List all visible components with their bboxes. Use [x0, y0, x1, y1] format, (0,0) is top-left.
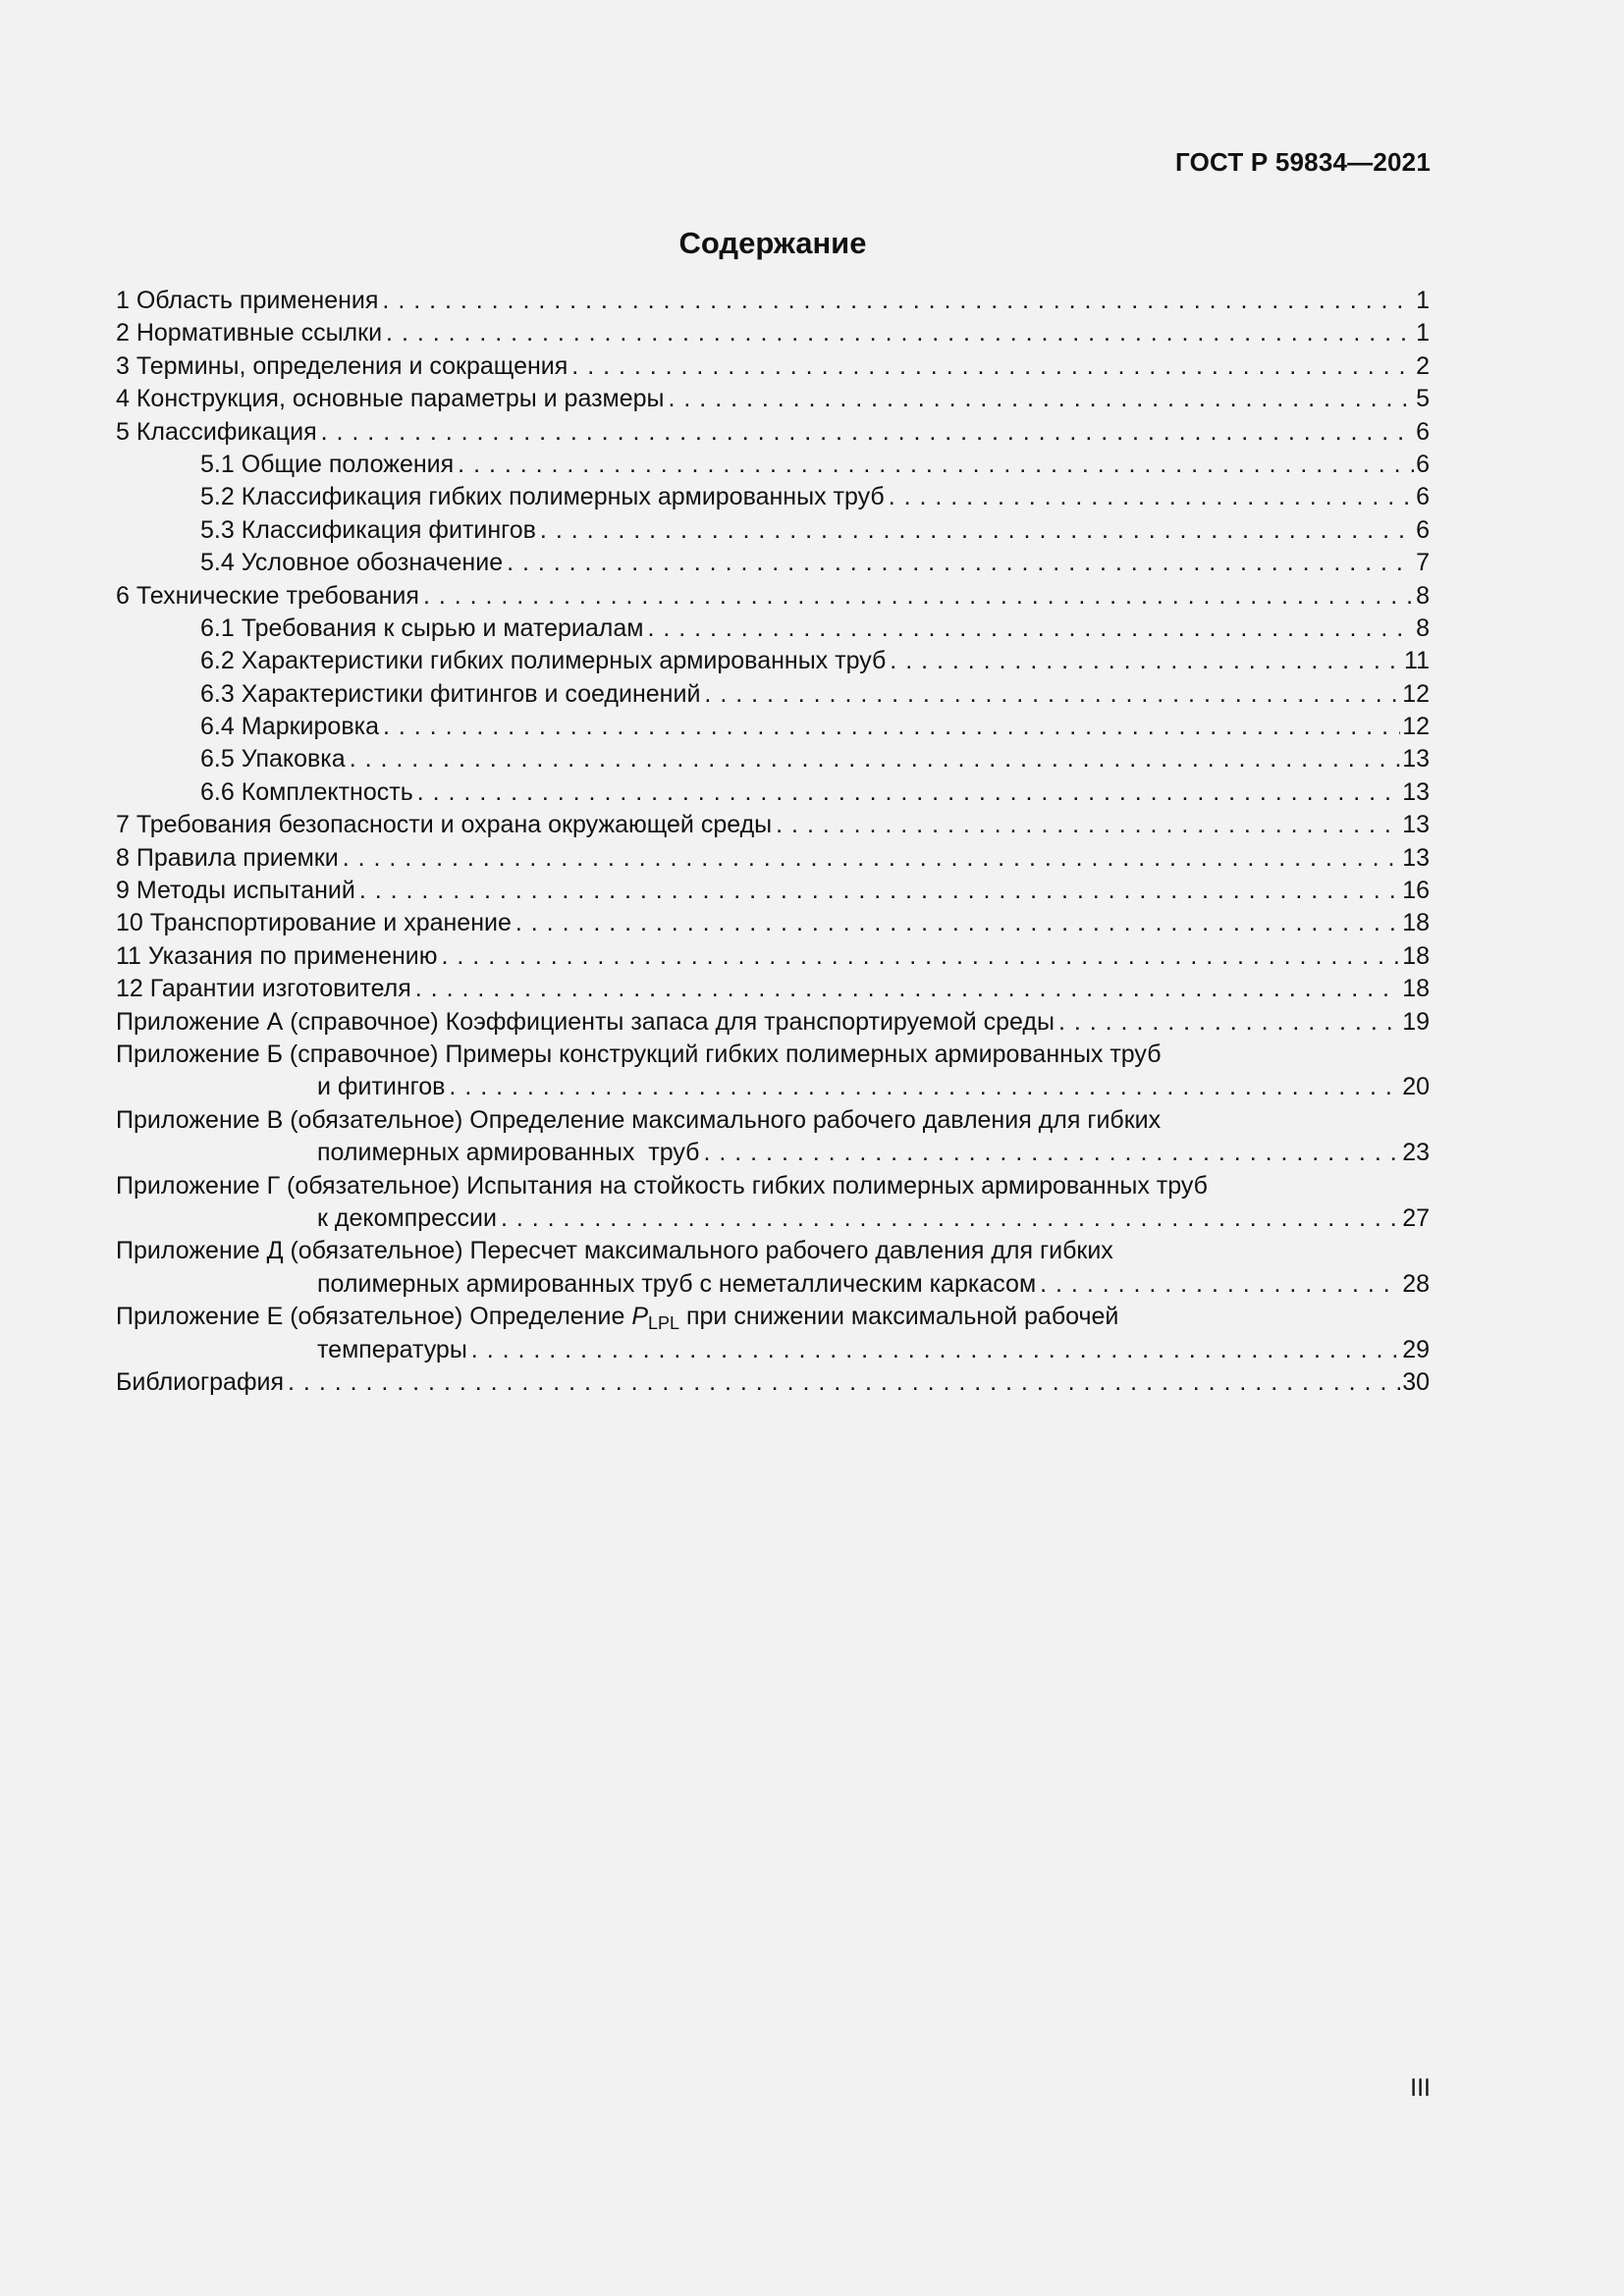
toc-subentry[interactable] [116, 678, 1430, 711]
toc-page-number: 13 [1402, 811, 1430, 839]
toc-entry-label: 5.3 Классификация фитингов [200, 515, 536, 544]
toc-subentry[interactable] [116, 711, 1430, 743]
toc-page-number: 7 [1416, 549, 1430, 577]
toc-entry-continuation[interactable] [116, 1268, 1430, 1301]
toc-entry-label: 6.4 Маркировка [200, 713, 379, 741]
toc-entry-label: 8 Правила приемки [116, 843, 339, 872]
toc-page-number: 23 [1402, 1139, 1430, 1167]
toc-page-number: 13 [1402, 745, 1430, 774]
toc-subentry[interactable] [116, 514, 1430, 547]
page-number: III [1410, 2074, 1431, 2102]
toc-page-number: 27 [1402, 1203, 1430, 1232]
toc-leader [442, 940, 1401, 973]
toc-page-number: 30 [1402, 1367, 1430, 1396]
toc-page-number: 8 [1416, 581, 1430, 610]
toc-entry-label: 10 Транспортирование и хранение [116, 909, 512, 937]
toc-entry-label: 5.1 Общие положения [200, 450, 455, 478]
toc-leader [458, 449, 1414, 481]
toc-entry[interactable] [116, 285, 1430, 317]
toc-entry-continuation[interactable] [116, 1137, 1430, 1169]
document-code: ГОСТ Р 59834—2021 [1175, 147, 1431, 177]
toc-page-number: 13 [1402, 777, 1430, 806]
toc-leader [507, 547, 1414, 579]
toc-leader [1040, 1268, 1400, 1301]
toc-entry-label: Библиография [116, 1367, 285, 1396]
toc-entry-label: 12 Гарантии изготовителя [116, 975, 411, 1003]
toc-subentry[interactable] [116, 547, 1430, 579]
toc-subentry[interactable] [116, 645, 1430, 677]
toc-entry-label: 6.1 Требования к сырью и материалам [200, 614, 644, 642]
toc-page-number: 1 [1416, 287, 1430, 314]
toc-page-number: 20 [1402, 1073, 1430, 1101]
toc-page-number: 18 [1402, 975, 1430, 1003]
toc-leader [288, 1366, 1400, 1399]
toc-page-number: 13 [1402, 843, 1430, 872]
toc-appendix-entry[interactable] [116, 1006, 1430, 1039]
toc-leader [1058, 1006, 1400, 1039]
toc-page-number: 6 [1416, 515, 1430, 544]
toc-page-number: 12 [1402, 713, 1430, 741]
toc-entry-label: 11 Указания по применению [116, 941, 438, 970]
toc-leader [776, 809, 1400, 841]
toc-leader [350, 743, 1400, 775]
toc-leader [669, 383, 1415, 415]
toc-page-number: 18 [1402, 941, 1430, 970]
toc-leader [501, 1202, 1400, 1235]
toc-page-number: 11 [1404, 647, 1430, 675]
toc-entry-label: полимерных армированных труб с неметаллическим каркасом [317, 1269, 1037, 1298]
toc-appendix-entry[interactable] [116, 1104, 1430, 1137]
toc-page-number: 29 [1402, 1335, 1430, 1363]
toc-leader [382, 285, 1414, 317]
toc-page-number: 12 [1402, 679, 1430, 708]
toc-entry[interactable] [116, 416, 1430, 449]
table-of-contents [116, 285, 1430, 1399]
toc-page-number: 16 [1402, 877, 1430, 905]
toc-appendix-entry[interactable] [116, 1039, 1430, 1071]
toc-entry-label: 5 Классификация [116, 417, 317, 446]
toc-entry-label: 5.4 Условное обозначение [200, 549, 504, 577]
toc-entry[interactable] [116, 1366, 1430, 1399]
toc-page-number: 1 [1416, 319, 1430, 347]
toc-entry-label: и фитингов [317, 1073, 446, 1101]
toc-leader [359, 875, 1400, 907]
toc-leader [515, 907, 1400, 939]
toc-entry-label: 7 Требования безопасности и охрана окружающей среды [116, 811, 773, 839]
toc-entry[interactable] [116, 875, 1430, 907]
toc-page-number: 6 [1416, 417, 1430, 446]
toc-subentry[interactable] [116, 449, 1430, 481]
toc-entry-label: полимерных армированных труб [317, 1139, 700, 1167]
toc-page-number: 5 [1416, 385, 1430, 413]
toc-page-number: 19 [1402, 1007, 1430, 1036]
toc-entry-label: 5.2 Классификация гибких полимерных армированных труб [200, 483, 885, 511]
pressure-subscript: LPL [648, 1313, 680, 1334]
toc-leader [449, 1071, 1400, 1103]
toc-entry-label: 9 Методы испытаний [116, 877, 355, 905]
toc-leader [890, 645, 1402, 677]
toc-page-number: 2 [1416, 351, 1430, 380]
toc-entry-label: 2 Нормативные ссылки [116, 319, 383, 347]
toc-entry-label: Приложение Д (обязательное) Пересчет максимального рабочего давления для гибких [116, 1237, 1113, 1265]
toc-leader [415, 973, 1400, 1005]
toc-leader [471, 1334, 1400, 1366]
toc-entry-continuation[interactable] [116, 1202, 1430, 1235]
toc-entry[interactable] [116, 383, 1430, 415]
toc-entry-label: температуры [317, 1335, 467, 1363]
toc-entry[interactable] [116, 580, 1430, 613]
toc-entry-label: к декомпрессии [317, 1203, 497, 1232]
toc-leader [703, 1137, 1400, 1169]
toc-leader [343, 842, 1400, 875]
toc-subentry[interactable] [116, 776, 1430, 809]
toc-entry[interactable] [116, 809, 1430, 841]
toc-entry[interactable] [116, 940, 1430, 973]
toc-leader [386, 317, 1414, 349]
toc-entry-label: Приложение Г (обязательное) Испытания на стойкость гибких полимерных армированных труб [116, 1171, 1208, 1200]
toc-entry[interactable] [116, 907, 1430, 939]
toc-subentry[interactable] [116, 481, 1430, 513]
toc-entry-label: Приложение Б (справочное) Примеры конструкций гибких полимерных армированных труб [116, 1040, 1162, 1068]
toc-appendix-entry[interactable] [116, 1170, 1430, 1202]
toc-entry[interactable] [116, 973, 1430, 1005]
toc-entry-label: 6.5 Упаковка [200, 745, 346, 774]
toc-page-number: 6 [1416, 483, 1430, 511]
toc-leader [423, 580, 1414, 613]
toc-page-number: 8 [1416, 614, 1430, 642]
toc-entry-label: Приложение В (обязательное) Определение максимального рабочего давления для гибких [116, 1105, 1162, 1134]
page-title: Содержание [678, 226, 867, 260]
toc-appendix-entry[interactable] [116, 1235, 1430, 1267]
toc-entry-label: 6.2 Характеристики гибких полимерных армированных труб [200, 647, 887, 675]
toc-entry-label: 3 Термины, определения и сокращения [116, 351, 568, 380]
toc-appendix-entry[interactable] [116, 1301, 1430, 1333]
toc-entry[interactable] [116, 317, 1430, 349]
toc-leader [704, 678, 1400, 711]
toc-entry-label: 4 Конструкция, основные параметры и размеры [116, 385, 665, 413]
toc-entry[interactable] [116, 842, 1430, 875]
pressure-symbol: P [631, 1303, 648, 1331]
toc-entry-label: 6.6 Комплектность [200, 777, 413, 806]
toc-entry-label: 6.3 Характеристики фитингов и соединений [200, 679, 701, 708]
toc-entry-label: 1 Область применения [116, 287, 379, 314]
toc-label-after: при снижении максимальной рабочей [679, 1303, 1119, 1331]
toc-leader [540, 514, 1414, 547]
toc-leader [383, 711, 1400, 743]
toc-subentry[interactable] [116, 743, 1430, 775]
toc-entry[interactable] [116, 350, 1430, 383]
toc-label-before: Приложение Е (обязательное) Определение [116, 1303, 632, 1331]
toc-leader [647, 613, 1414, 645]
toc-subentry[interactable] [116, 613, 1430, 645]
toc-page-number: 28 [1402, 1269, 1430, 1298]
toc-page-number: 6 [1416, 450, 1430, 478]
toc-entry-label: Приложение А (справочное) Коэффициенты запаса для транспортируемой среды [116, 1007, 1055, 1036]
toc-leader [889, 481, 1414, 513]
toc-page-number: 18 [1402, 909, 1430, 937]
toc-leader [321, 416, 1414, 449]
toc-leader [417, 776, 1400, 809]
toc-entry-continuation[interactable] [116, 1071, 1430, 1103]
toc-leader [571, 350, 1414, 383]
toc-entry-label: 6 Технические требования [116, 581, 419, 610]
